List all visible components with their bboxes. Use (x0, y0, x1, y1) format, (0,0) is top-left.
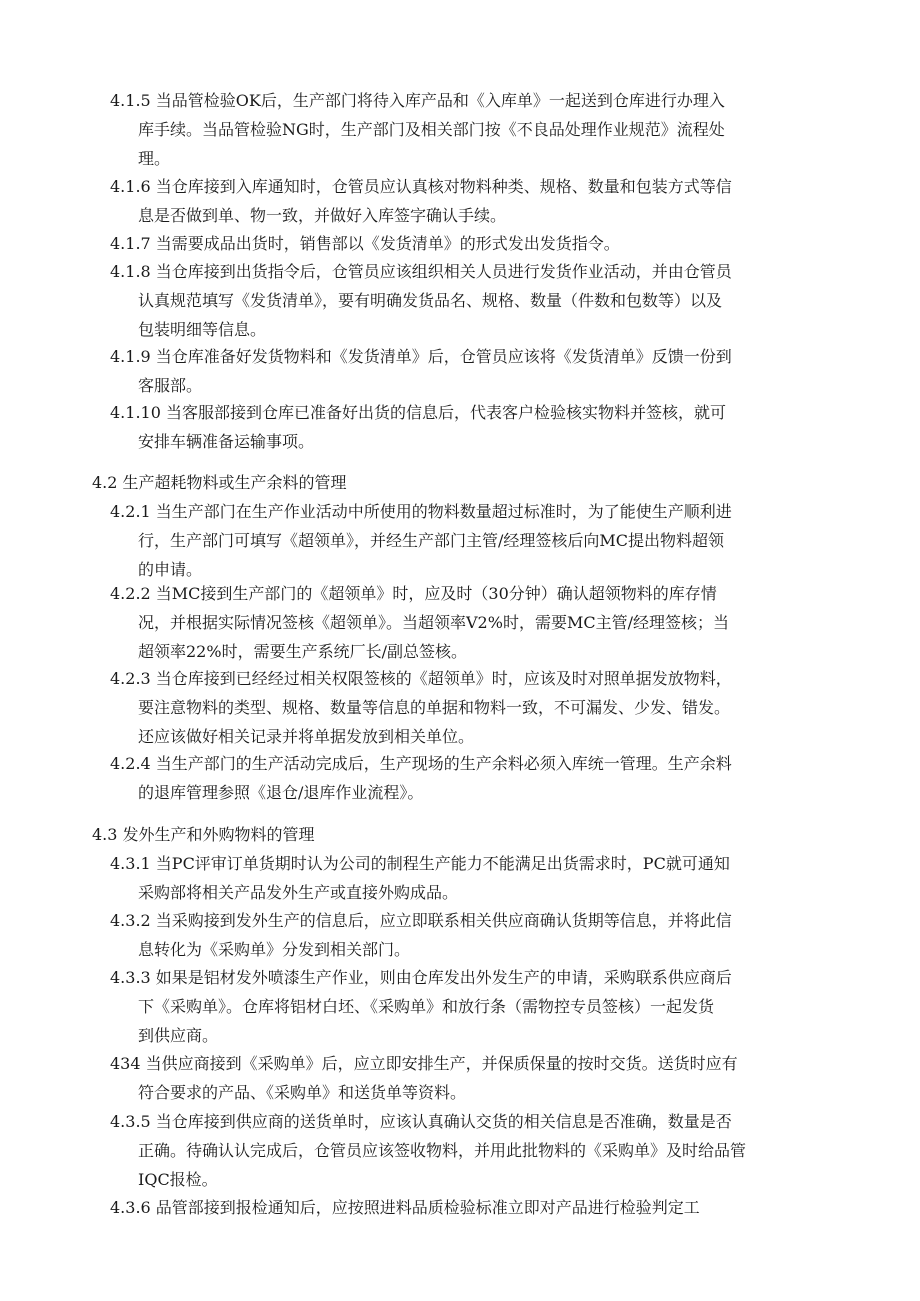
clause-4-2-1 (110, 497, 832, 584)
clause-4-1-5 (110, 86, 832, 173)
clause-text: 还应该做好相关记录并将单据发放到相关单位。 (138, 727, 475, 746)
clause-text: 息是否做到单、物一致，并做好入库签字确认手续。 (138, 206, 507, 225)
clause-4-3-3 (110, 963, 832, 1050)
clause-text: 下《采购单》。仓库将铝材白坯、《采购单》和放行条（需物控专员签核）一起发货 (138, 997, 715, 1016)
clause-4-2-3 (110, 664, 832, 751)
clause-text: 4.3.1 当PC评审订单货期时认为公司的制程生产能力不能满足出货需求时，PC就可通知 (110, 854, 730, 873)
clause-text: 理。 (138, 149, 171, 168)
clause-4-1-7 (110, 229, 832, 258)
clause-text: 要注意物料的类型、规格、数量等信息的单据和物料一致，不可漏发、少发、错发。 (138, 698, 731, 717)
clause-text: 的申请。 (138, 560, 203, 579)
clause-text: 4.1.6 当仓库接到入库通知时，仓管员应认真核对物料种类、规格、数量和包装方式等信 (110, 177, 732, 196)
clause-text: 4.2.2 当MC接到生产部门的《超领单》时，应及时（30分钟）确认超领物料的库存情 (110, 584, 717, 603)
clause-text: 认真规范填写《发货清单》，要有明确发货品名、规格、数量（件数和包数等）以及 (138, 291, 723, 310)
clause-text: 4.3.2 当采购接到发外生产的信息后，应立即联系相关供应商确认货期等信息，并将此信 (110, 911, 732, 930)
clause-text: 安排车辆准备运输事项。 (138, 432, 315, 451)
clause-text: 4.3.5 当仓库接到供应商的送货单时，应该认真确认交货的相关信息是否准确，数量是否 (110, 1112, 732, 1131)
clause-text: 客服部。 (138, 376, 203, 395)
clause-text: IQC报检。 (138, 1170, 218, 1189)
clause-4-3-5 (110, 1107, 832, 1194)
clause-text: 4.2.1 当生产部门在生产作业活动中所使用的物料数量超过标准时，为了能使生产顺利进 (110, 502, 732, 521)
clause-4-3-4 (110, 1049, 832, 1107)
clause-text: 434 当供应商接到《采购单》后，应立即安排生产，并保质保量的按时交货。送货时应有 (110, 1054, 738, 1073)
clause-text: 到供应商。 (138, 1026, 219, 1045)
clause-text: 4.3.6 品管部接到报检通知后，应按照进料品质检验标准立即对产品进行检验判定工 (110, 1198, 700, 1217)
clause-text: 4.1.8 当仓库接到出货指令后，仓管员应该组织相关人员进行发货作业活动，并由仓管员 (110, 262, 732, 281)
clause-text: 行，生产部门可填写《超领单》，并经生产部门主管/经理签核后向MC提出物料超领 (138, 531, 725, 550)
section-heading-4-3: 4.3 发外生产和外购物料的管理 (92, 825, 315, 844)
clause-text: 包装明细等信息。 (138, 320, 267, 339)
clause-4-3-2 (110, 906, 832, 964)
clause-text: 4.1.10 当客服部接到仓库已准备好出货的信息后，代表客户检验核实物料并签核，就可 (110, 403, 726, 422)
clause-text: 4.2.4 当生产部门的生产活动完成后，生产现场的生产余料必须入库统一管理。生产余料 (110, 754, 732, 773)
clause-text: 库手续。当品管检验NG时，生产部门及相关部门按《不良品处理作业规范》流程处 (138, 120, 725, 139)
clause-text: 4.1.5 当品管检验OK后，生产部门将待入库产品和《入库单》一起送到仓库进行办理入 (110, 91, 725, 110)
clause-text: 正确。待确认认完成后，仓管员应该签收物料，并用此批物料的《采购单》及时给品管 (138, 1141, 747, 1160)
clause-text: 况，并根据实际情况签核《超领单》。当超领率V2%时，需要MC主管/经理签核；当 (138, 613, 729, 632)
clause-text: 4.3.3 如果是铝材发外喷漆生产作业，则由仓库发出外发生产的申请，采购联系供应商后 (110, 968, 732, 987)
clause-4-1-6 (110, 172, 832, 230)
clause-text: 采购部将相关产品发外生产或直接外购成品。 (138, 883, 459, 902)
clause-text: 的退库管理参照《退仓/退库作业流程》。 (138, 783, 424, 802)
clause-4-2-4 (110, 749, 832, 807)
clause-4-3-1 (110, 849, 832, 907)
section-heading-4-2: 4.2 生产超耗物料或生产余料的管理 (92, 473, 347, 492)
clause-4-1-8 (110, 257, 832, 344)
clause-4-1-9 (110, 342, 832, 400)
clause-text: 息转化为《采购单》分发到相关部门。 (138, 940, 411, 959)
clause-text: 超领率22%时，需要生产系统厂长/副总签核。 (138, 642, 467, 661)
clause-4-1-10 (110, 398, 832, 456)
clause-text: 符合要求的产品、《采购单》和送货单等资料。 (138, 1083, 467, 1102)
clause-text: 4.1.7 当需要成品出货时，销售部以《发货清单》的形式发出发货指令。 (110, 234, 620, 253)
clause-text: 4.1.9 当仓库准备好发货物料和《发货清单》后，仓管员应该将《发货清单》反馈一份到 (110, 347, 732, 366)
clause-text: 4.2.3 当仓库接到已经经过相关权限签核的《超领单》时，应该及时对照单据发放物料， (110, 669, 732, 688)
clause-4-3-6 (110, 1193, 832, 1222)
clause-4-2-2 (110, 579, 832, 666)
